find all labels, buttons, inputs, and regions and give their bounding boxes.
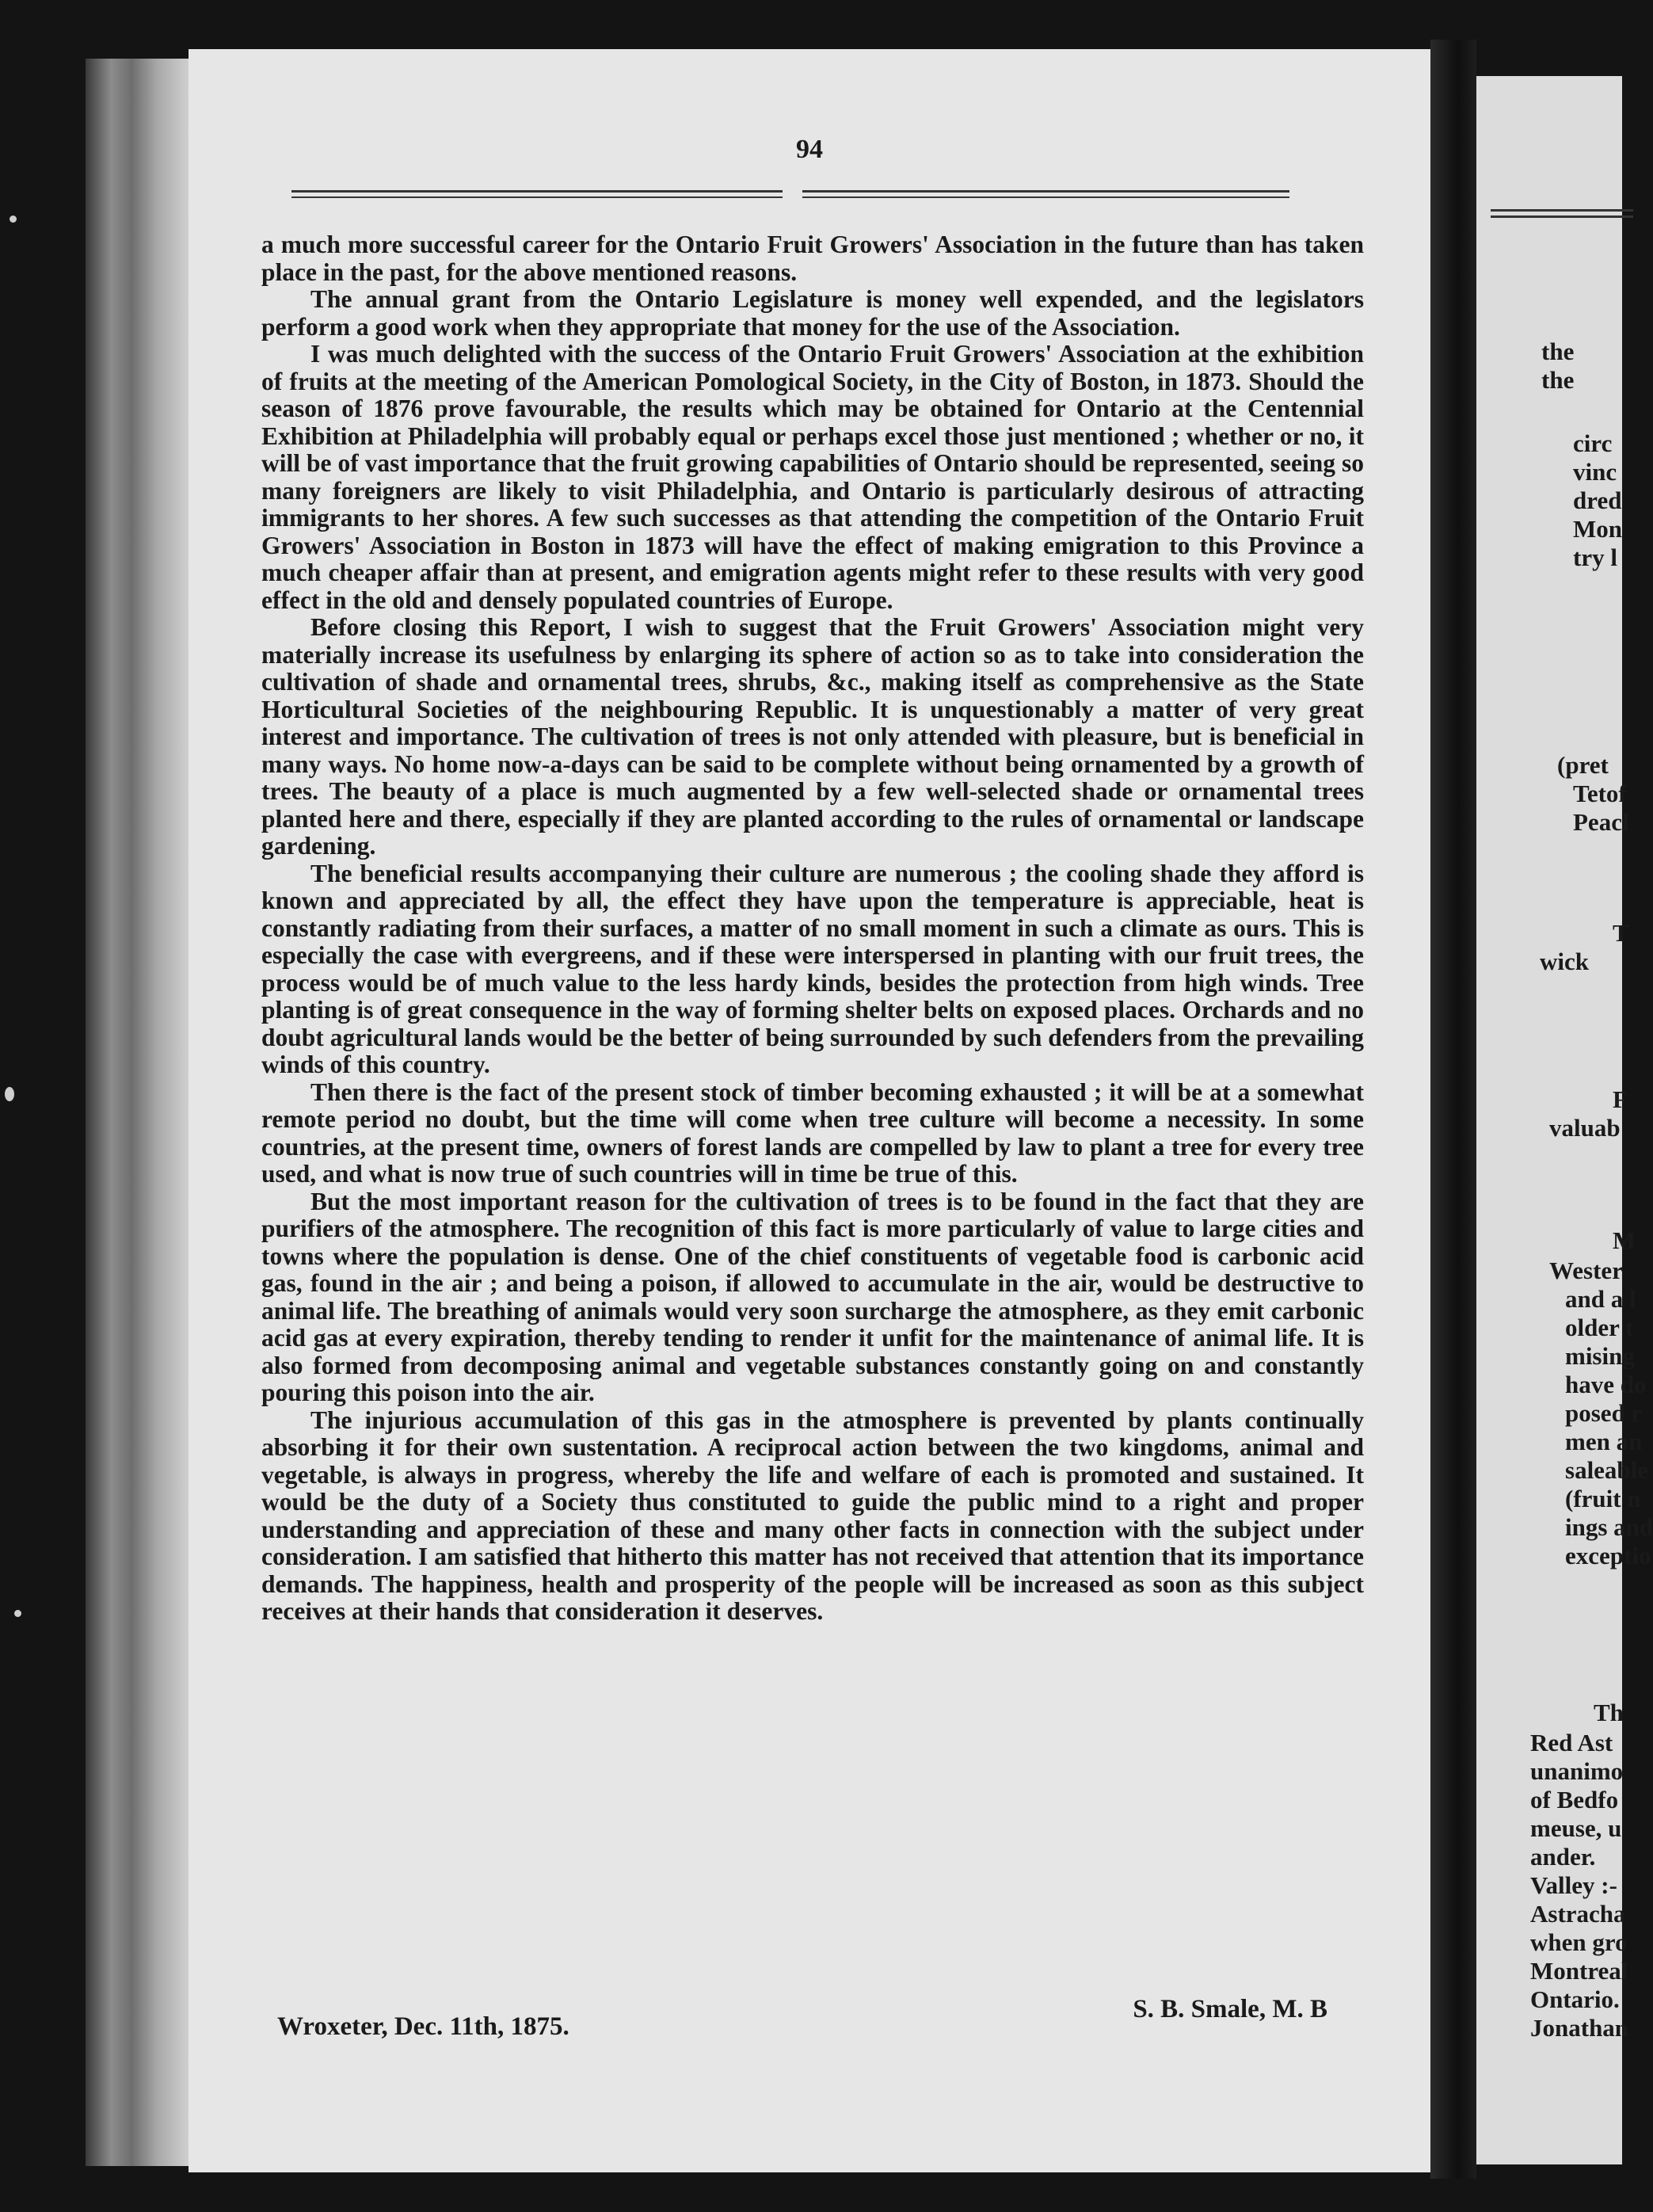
- paragraph: Then there is the fact of the present stock of timber becoming exhausted ; it will be at a somewhat remote period no doubt, but the time will come when tree culture will become a necessity. In some countries, at the present time, owners of forest lands are compelled by law to plant a tree for every tree used, and what is now true of such countries will in time be true of this.: [261, 1077, 1364, 1188]
- text-fragment: the: [1541, 366, 1575, 394]
- film-speck: [14, 1610, 21, 1617]
- text-fragment: M: [1613, 1226, 1636, 1254]
- text-fragment: ings and: [1565, 1513, 1653, 1541]
- text-fragment: Astracha: [1530, 1900, 1626, 1928]
- book-page-edge: [86, 59, 189, 2166]
- left-page: [189, 49, 1430, 2172]
- text-fragment: F: [1613, 1085, 1628, 1113]
- text-fragment: Th: [1594, 1699, 1624, 1726]
- right-page-fragment: [1476, 76, 1653, 2164]
- text-fragment: Montreal: [1530, 1957, 1628, 1985]
- text-fragment: dred: [1573, 486, 1622, 514]
- header-rule-right: [802, 190, 1289, 201]
- paragraph: a much more successful career for the Ontario Fruit Growers' Association in the future than has taken place in the past, for the above mentioned reasons.: [261, 231, 1364, 286]
- text-fragment: older t: [1565, 1314, 1634, 1341]
- text-fragment: Red Ast: [1530, 1729, 1613, 1756]
- text-fragment: Peacl: [1573, 808, 1629, 836]
- text-fragment: valuab: [1549, 1114, 1621, 1142]
- author-signature: S. B. Smale, M. B: [1133, 1995, 1327, 2023]
- text-fragment: Valley :-: [1530, 1871, 1617, 1899]
- text-fragment: meuse, u: [1530, 1814, 1622, 1842]
- paragraph: The injurious accumulation of this gas in the atmosphere is prevented by plants continually absorbing it for their own sustentation. A reciprocal action between the two kingdoms, animal and vegetable, is always in progress, whereby the life and welfare of each is promoted and sustained. It would be the duty of a Society thus constituted to guide the public mind to a right and proper understanding and appreciation of these and many other facts in connection with the subject under consideration. I am satisfied that hitherto this matter has not received that attention that its importance demands. The happiness, health and prosperity of the people will be increased as soon as this subject receives at their hands that consideration it deserves.: [261, 1405, 1364, 1625]
- header-rule-left: [291, 190, 783, 201]
- text-fragment: Jonathan: [1530, 2014, 1629, 2042]
- text-fragment: try l: [1573, 543, 1617, 571]
- place-and-date: Wroxeter, Dec. 11th, 1875.: [277, 2012, 569, 2041]
- text-fragment: Wester: [1549, 1257, 1623, 1284]
- right-page-rule: [1491, 209, 1633, 222]
- text-fragment: wick: [1540, 948, 1589, 975]
- text-fragment: have do: [1565, 1371, 1647, 1398]
- text-fragment: ander.: [1530, 1843, 1596, 1871]
- paragraph: But the most important reason for the cultivation of trees is to be found in the fact that they are purifiers of the atmosphere. The recognition of this fact is more particularly of value to large cities and towns where the population is dense. One of the chief constituents of vegetable food is carbonic acid gas, found in the air ; and being a poison, if allowed to accumulate in the air, would be destructive to animal life. The breathing of animals would very soon surcharge the atmosphere, as they emit carbonic acid gas at every expiration, thereby tending to render it unfit for the maintenance of animal life. It is also formed from decomposing animal and vegetable substances constantly going on and constantly pouring this poison into the air.: [261, 1187, 1364, 1406]
- paragraph: Before closing this Report, I wish to suggest that the Fruit Growers' Association might very materially increase its usefulness by enlarging its sphere of action so as to take into consideration the cultivation of shade and ornamental trees, shrubs, &c., making itself as comprehensive as the State Horticultural Societies of the neighbouring Republic. It is unquestionably a matter of very great interest and importance. The cultivation of trees is not only attended with pleasure, but is beneficial in many ways. No home now-a-days can be said to be complete without being ornamented by a growth of trees. The beauty of a place is much augmented by a few well-selected shade or ornamental trees planted here and there, especially if they are planted according to the rules of ornamental or landscape gardening.: [261, 613, 1364, 860]
- text-fragment: unanimo: [1530, 1757, 1624, 1785]
- text-fragment: Tetof: [1573, 780, 1627, 807]
- text-fragment: exceptio: [1565, 1542, 1651, 1569]
- book-gutter: [1430, 40, 1476, 2179]
- text-fragment: the: [1541, 338, 1575, 365]
- text-fragment: circ: [1573, 429, 1613, 457]
- text-fragment: men an: [1565, 1428, 1643, 1455]
- text-fragment: T: [1613, 919, 1629, 947]
- film-speck: [5, 1087, 14, 1101]
- text-fragment: (pret: [1557, 751, 1609, 779]
- text-fragment: when gro: [1530, 1928, 1628, 1956]
- paragraph: I was much delighted with the success of the Ontario Fruit Growers' Association at the exhibition of fruits at the meeting of the American Pomological Society, in the City of Boston, in 1873. Should the season of 1876 prove favourable, the results which may be obtained for Ontario at the Centennial Exhibition at Philadelphia will probably equal or perhaps excel those just mentioned ; whether or no, it will be of vast importance that the fruit growing capabilities of Ontario should be represented, seeing so many foreigners are likely to visit Philadelphia, and Ontario is particularly desirous of attracting immigrants to her shores. A few such successes as that attending the competition of the Ontario Fruit Growers' Association in Boston in 1873 will have the effect of making emigration to this Province a much cheaper affair than at present, and emigration agents might refer to these results with very good effect in the old and densely populated countries of Europe.: [261, 340, 1364, 614]
- text-fragment: posed r: [1565, 1399, 1643, 1427]
- text-fragment: mising: [1565, 1342, 1635, 1370]
- text-fragment: (fruit n: [1565, 1485, 1641, 1512]
- text-fragment: vinc: [1573, 458, 1617, 486]
- text-fragment: Ontario.: [1530, 1985, 1620, 2013]
- text-fragment: saleable: [1565, 1456, 1649, 1484]
- text-fragment: of Bedfo: [1530, 1786, 1619, 1813]
- film-speck: [10, 215, 17, 223]
- paragraph: The beneficial results accompanying their culture are numerous ; the cooling shade they afford is known and appreciated by all, the effect they have upon the temperature is appreciable, heat is constantly radiating from their surfaces, a matter of no small moment in such a climate as ours. This is especially the case with evergreens, and if these were interspersed in planting with our fruit trees, the process would be of much value to the less hardy kinds, besides the protection from high winds. Tree planting is of great consequence in the way of forming shelter belts on exposed places. Orchards and no doubt agricultural lands would be the better of being surrounded by such defenders from the prevailing winds of this country.: [261, 859, 1364, 1078]
- text-fragment: Mon: [1573, 515, 1622, 543]
- page-number: 94: [796, 135, 823, 164]
- article-body: [261, 231, 1364, 1626]
- paragraph: The annual grant from the Ontario Legislature is money well expended, and the legislators perform a good work when they appropriate that money for the use of the Association.: [261, 285, 1364, 341]
- text-fragment: and a l: [1565, 1285, 1636, 1313]
